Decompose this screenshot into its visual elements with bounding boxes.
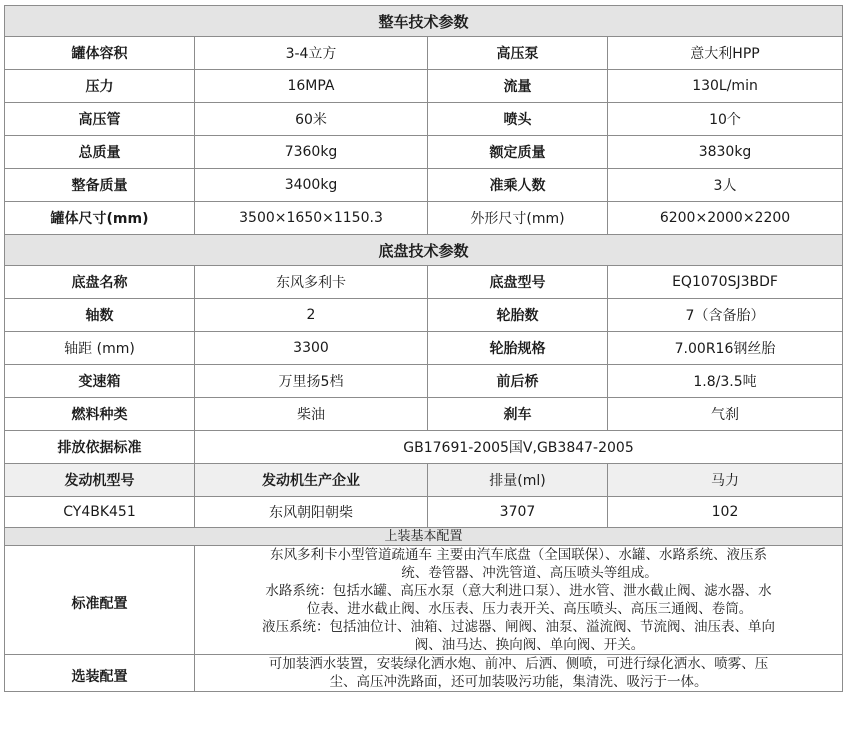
spec-label: 变速箱 — [5, 365, 195, 398]
spec-label: 整备质量 — [5, 169, 195, 202]
engine-value: 东风朝阳朝柴 — [195, 497, 428, 528]
standard-config-label: 标准配置 — [5, 546, 195, 655]
spec-value: 意大利HPP — [608, 37, 843, 70]
config-line: 尘、高压冲洗路面，还可加装吸污功能，集清洗、吸污于一体。 — [329, 674, 708, 690]
section-title: 整车技术参数 — [5, 6, 843, 37]
engine-value-row — [5, 497, 843, 528]
table-row — [5, 398, 843, 431]
spec-label: 准乘人数 — [428, 169, 608, 202]
spec-value: 3500×1650×1150.3 — [195, 202, 428, 235]
spec-value: 3830kg — [608, 136, 843, 169]
spec-label: 罐体尺寸(mm) — [5, 202, 195, 235]
spec-value: 130L/min — [608, 70, 843, 103]
config-line: 东风多利卡小型管道疏通车 主要由汽车底盘（全国联保）、水罐、水路系统、液压系 — [269, 547, 768, 563]
engine-header-row — [5, 464, 843, 497]
spec-label: 底盘名称 — [5, 266, 195, 299]
spec-label: 轴距 (mm) — [5, 332, 195, 365]
engine-value: 3707 — [428, 497, 608, 528]
section-chassis — [5, 235, 843, 266]
spec-label: 外形尺寸(mm) — [428, 202, 608, 235]
spec-value: 柴油 — [195, 398, 428, 431]
spec-label: 压力 — [5, 70, 195, 103]
spec-value: 气刹 — [608, 398, 843, 431]
config-line: 液压系统：包括油位计、油箱、过滤器、闸阀、油泵、溢流阀、节流阀、油压表、单向 — [262, 619, 775, 635]
spec-value: 6200×2000×2200 — [608, 202, 843, 235]
spec-label: 额定质量 — [428, 136, 608, 169]
table-row — [5, 299, 843, 332]
table-row — [5, 332, 843, 365]
engine-header: 发动机型号 — [5, 464, 195, 497]
spec-label: 燃料种类 — [5, 398, 195, 431]
spec-label: 底盘型号 — [428, 266, 608, 299]
config-paragraph — [199, 618, 838, 654]
config-paragraph — [199, 582, 838, 618]
spec-label: 前后桥 — [428, 365, 608, 398]
engine-value: 102 — [608, 497, 843, 528]
spec-label: 轮胎数 — [428, 299, 608, 332]
spec-value: 7360kg — [195, 136, 428, 169]
spec-value: 16MPA — [195, 70, 428, 103]
spec-value: 60米 — [195, 103, 428, 136]
engine-header: 马力 — [608, 464, 843, 497]
config-line: 水路系统：包括水罐、高压水泵（意大利进口泵）、进水管、泄水截止阀、滤水器、水 — [265, 583, 772, 599]
engine-value: CY4BK451 — [5, 497, 195, 528]
optional-config-text — [195, 655, 843, 692]
table-row — [5, 202, 843, 235]
section-title: 上装基本配置 — [5, 528, 843, 546]
optional-config-label: 选装配置 — [5, 655, 195, 692]
section-upper — [5, 528, 843, 546]
spec-value: 3人 — [608, 169, 843, 202]
spec-label: 高压泵 — [428, 37, 608, 70]
standard-config-text — [195, 546, 843, 655]
emission-row — [5, 431, 843, 464]
spec-label: 总质量 — [5, 136, 195, 169]
spec-value: 3300 — [195, 332, 428, 365]
spec-value: 万里扬5档 — [195, 365, 428, 398]
emission-value: GB17691-2005国Ⅴ,GB3847-2005 — [195, 431, 843, 464]
spec-value: 10个 — [608, 103, 843, 136]
optional-config-row — [5, 655, 843, 692]
spec-table — [4, 5, 843, 692]
spec-label: 轴数 — [5, 299, 195, 332]
spec-label: 轮胎规格 — [428, 332, 608, 365]
spec-value: 7（含备胎） — [608, 299, 843, 332]
table-row — [5, 37, 843, 70]
spec-label: 流量 — [428, 70, 608, 103]
spec-value: 1.8/3.5吨 — [608, 365, 843, 398]
config-paragraph — [199, 546, 838, 582]
section-title: 底盘技术参数 — [5, 235, 843, 266]
config-line: 位表、进水截止阀、水压表、压力表开关、高压喷头、高压三通阀、卷筒。 — [306, 601, 753, 617]
table-row — [5, 103, 843, 136]
spec-value: 3400kg — [195, 169, 428, 202]
spec-label: 高压管 — [5, 103, 195, 136]
spec-value: 东风多利卡 — [195, 266, 428, 299]
table-row — [5, 266, 843, 299]
table-row — [5, 70, 843, 103]
config-line: 可加装洒水装置，安装绿化洒水炮、前冲、后洒、侧喷，可进行绿化洒水、喷雾、压 — [268, 656, 769, 672]
spec-value: EQ1070SJ3BDF — [608, 266, 843, 299]
table-row — [5, 169, 843, 202]
emission-label: 排放依据标准 — [5, 431, 195, 464]
spec-label: 刹车 — [428, 398, 608, 431]
table-row — [5, 365, 843, 398]
table-row — [5, 136, 843, 169]
spec-value: 2 — [195, 299, 428, 332]
config-line: 统、卷管器、冲洗管道、高压喷头等组成。 — [401, 565, 658, 581]
config-line: 阀、油马达、换向阀、单向阀、开关。 — [414, 637, 645, 653]
spec-label: 喷头 — [428, 103, 608, 136]
spec-label: 罐体容积 — [5, 37, 195, 70]
spec-value: 3-4立方 — [195, 37, 428, 70]
engine-header: 排量(ml) — [428, 464, 608, 497]
engine-header: 发动机生产企业 — [195, 464, 428, 497]
standard-config-row — [5, 546, 843, 655]
section-vehicle — [5, 6, 843, 37]
spec-value: 7.00R16钢丝胎 — [608, 332, 843, 365]
